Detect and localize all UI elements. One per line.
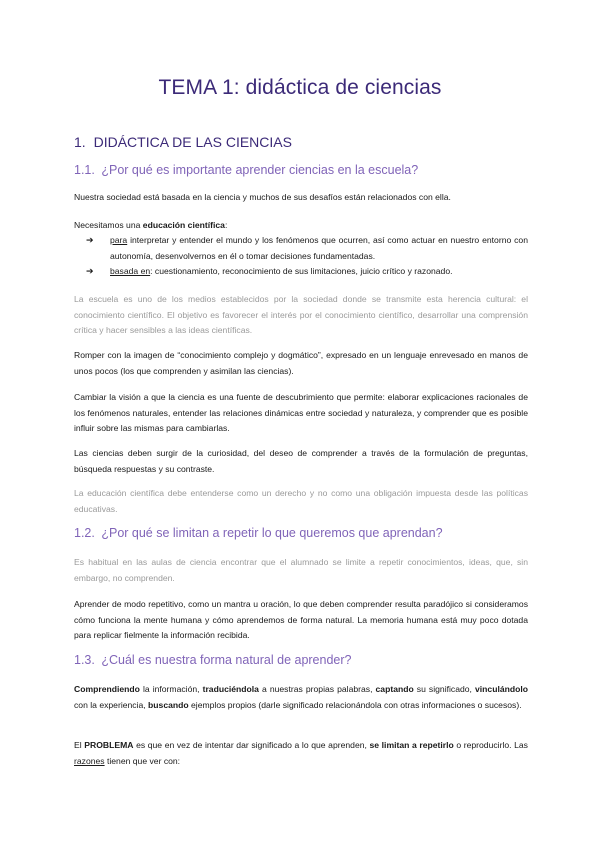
- p11-bold-1: PROBLEMA: [84, 740, 134, 750]
- subsection-heading-1-1: [74, 163, 418, 177]
- paragraph-2-colon: :: [224, 220, 228, 230]
- p11-text-3: o reproducirlo. Las: [453, 740, 528, 750]
- paragraph-9: Aprender de modo repetitivo, como un mantra u oración, lo que deben comprender resulta paradójico si consideramos cómo funciona la mente humana y cómo aprendemos de forma natural. La memoria humana está muy poco dotada para replicar fielmente la información recibida.: [74, 599, 528, 640]
- p10-text-2: a nuestras propias palabras,: [258, 684, 376, 694]
- paragraph-5: Cambiar la visión a que la ciencia es una fuente de descubrimiento que permite: elaborar explicaciones racionales de los fenómenos naturales, entender las relaciones dinámicas entre sociedad y naturaleza, y comprender que es posible influir sobre las mismas para cambiarlas.: [74, 392, 528, 433]
- bullet-1-text: interpretar y entender el mundo y los fenómenos que ocurren, así como actuar en nuestro entorno con autonomía, desenvolvernos en él o tomar decisiones fundamentadas.: [110, 235, 528, 261]
- bullet-item-2: [86, 264, 528, 280]
- bullet-item-1: [86, 233, 528, 264]
- subsection-heading-1-3: [74, 653, 351, 667]
- paragraph-10: [74, 682, 528, 713]
- paragraph-3: La escuela es uno de los medios establecidos por la sociedad donde se transmite esta herencia cultural: el conocimiento científico. El objetivo es favorecer el interés por el conocimiento científico, desarrollar una comprensión crítica y hacer sensibles a las ideas científicas.: [74, 294, 528, 335]
- section-title: DIDÁCTICA DE LAS CIENCIAS: [93, 134, 292, 150]
- page-title: TEMA 1: didáctica de ciencias: [158, 76, 442, 99]
- subsection-number: 1.3.: [74, 653, 95, 667]
- bullet-2-underline: basada en: [110, 266, 151, 276]
- subsection-heading-1-2: [74, 526, 443, 540]
- paragraph-11: [74, 738, 528, 769]
- p11-text-4: tienen que ver con:: [104, 755, 181, 766]
- p10-text-1: la información,: [139, 684, 203, 694]
- p10-bold-1: Comprendiendo: [74, 684, 140, 694]
- p11-underline: razones: [74, 755, 105, 766]
- arrow-icon: ➔: [86, 266, 94, 276]
- p11-text-2: es que en vez de intentar dar significado a lo que aprenden,: [133, 740, 370, 750]
- subsection-title: ¿Cuál es nuestra forma natural de aprender?: [101, 653, 352, 667]
- p10-bold-2: traduciéndola: [202, 684, 259, 694]
- paragraph-1: Nuestra sociedad está basada en la ciencia y muchos de sus desafíos están relacionados con ella.: [74, 192, 451, 202]
- arrow-icon: ➔: [86, 235, 94, 245]
- p10-text-5: ejemplos propios (darle significado relacionándola con otras informaciones o sucesos).: [188, 699, 522, 710]
- p11-bold-2: se limitan a repetirlo: [369, 740, 454, 750]
- subsection-title: ¿Por qué se limitan a repetir lo que queremos que aprendan?: [101, 526, 443, 540]
- paragraph-4: Romper con la imagen de “conocimiento complejo y dogmático”, expresado en un lenguaje enrevesado en manos de unos pocos (los que comprenden y asimilan las ciencias).: [74, 350, 528, 376]
- subsection-number: 1.1.: [74, 163, 95, 177]
- bullet-1-underline: para: [110, 235, 128, 245]
- p10-text-3: su significado,: [413, 684, 475, 694]
- p10-bold-5: buscando: [148, 699, 189, 710]
- paragraph-7: La educación científica debe entenderse como un derecho y no como una obligación impuesta desde las políticas educativas.: [74, 488, 528, 514]
- paragraph-2-text: Necesitamos una: [74, 220, 143, 230]
- section-heading-1: [74, 134, 292, 150]
- paragraph-8: Es habitual en las aulas de ciencia encontrar que el alumnado se limite a repetir conocimientos, ideas, que, sin embargo, no comprenden.: [74, 557, 528, 583]
- subsection-number: 1.2.: [74, 526, 95, 540]
- paragraph-2: [74, 218, 528, 234]
- p10-text-4: con la experiencia,: [74, 699, 149, 710]
- p11-text-1: El: [74, 740, 85, 750]
- section-number: 1.: [74, 134, 86, 150]
- paragraph-6: Las ciencias deben surgir de la curiosidad, del deseo de comprender a través de la formulación de preguntas, búsqueda respuestas y su contraste.: [74, 448, 528, 474]
- p10-bold-4: vinculándolo: [475, 684, 528, 694]
- bullet-2-text: : cuestionamiento, reconocimiento de sus limitaciones, juicio crítico y razonado.: [150, 266, 453, 276]
- subsection-title: ¿Por qué es importante aprender ciencias en la escuela?: [101, 163, 419, 177]
- paragraph-2-bold: educación científica: [142, 220, 225, 230]
- p10-bold-3: captando: [375, 684, 414, 694]
